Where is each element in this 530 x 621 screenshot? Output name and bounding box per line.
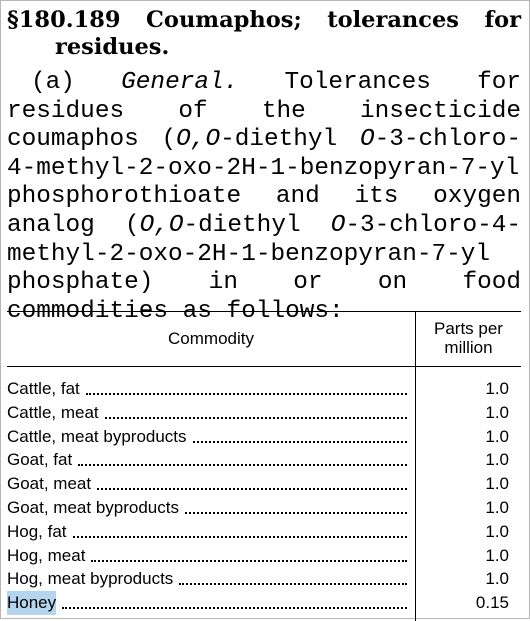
- ppm-value-cell[interactable]: 0.15: [475, 593, 509, 613]
- dot-leader: [78, 464, 407, 466]
- ppm-value-cell[interactable]: 1.0: [485, 474, 509, 494]
- commodity-cell[interactable]: Hog, fat: [7, 521, 67, 541]
- paragraph-label: (a): [31, 69, 75, 96]
- table-row: [7, 591, 521, 615]
- ppm-value-cell[interactable]: 1.0: [485, 379, 509, 398]
- paragraph-text: -diethyl: [183, 211, 331, 239]
- paragraph-heading: General.: [121, 69, 239, 96]
- commodity-cell[interactable]: Hog, meat: [7, 545, 86, 565]
- table-row: [7, 448, 521, 472]
- ppm-value-cell[interactable]: 1.0: [485, 545, 509, 565]
- dot-leader: [86, 393, 407, 395]
- paragraph-text: -3-chloro-4-methyl-2-oxo-2H-1-benzopyran-7-yl phosphate) in or on food commodities as follows:: [7, 211, 521, 325]
- commodity-cell[interactable]: Cattle, meat byproducts: [7, 426, 187, 446]
- regulation-document: [7, 7, 521, 326]
- column-header-parts-per-million: [416, 319, 521, 357]
- ppm-value-cell[interactable]: 1.0: [485, 569, 509, 589]
- paragraph-text: -diethyl: [220, 126, 360, 154]
- dot-leader: [91, 560, 407, 562]
- commodity-cell[interactable]: Cattle, fat: [7, 379, 80, 398]
- section-title: 180.189 Coumaphos; tolerances for residues.: [18, 7, 521, 60]
- commodity-cell[interactable]: Goat, meat: [7, 474, 92, 494]
- tolerance-paragraph: [7, 69, 521, 326]
- dot-leader: [73, 536, 407, 538]
- table-row: [7, 496, 521, 520]
- ppm-value-cell[interactable]: 1.0: [485, 450, 509, 470]
- commodity-cell[interactable]: Goat, meat byproducts: [7, 498, 179, 517]
- table-header-rule: [7, 366, 521, 367]
- dot-leader: [193, 441, 407, 443]
- commodity-cell[interactable]: Honey: [7, 591, 56, 615]
- table-row: [7, 377, 521, 401]
- paragraph-text: -3-chloro-4-methyl-2-oxo-2H-1-benzopyran-7-yl phosphorothioate and its oxygen analog (: [7, 126, 521, 239]
- table-row: [7, 401, 521, 425]
- ppm-value-cell[interactable]: 1.0: [485, 498, 509, 517]
- dot-leader: [62, 607, 407, 609]
- ppm-value-cell[interactable]: 1.0: [485, 521, 509, 541]
- table-row: [7, 472, 521, 496]
- ppm-value-cell[interactable]: 1.0: [485, 426, 509, 446]
- column-header-commodity: Commodity: [168, 329, 254, 348]
- section-symbol: §: [7, 7, 19, 33]
- paragraph-text-italic: O: [359, 126, 375, 154]
- paragraph-text-italic: O: [330, 211, 346, 239]
- dot-leader: [97, 488, 407, 490]
- paragraph-text-italic: O,O: [176, 126, 221, 154]
- paragraph-text: Tolerances for residues of the insecticide coumaphos (: [7, 69, 521, 154]
- table-row: [7, 544, 521, 568]
- table-row: [7, 520, 521, 544]
- dot-leader: [179, 583, 407, 585]
- paragraph-text-italic: O,O: [139, 211, 184, 239]
- section-heading: [7, 7, 521, 61]
- column-header-parts-line1: Parts per: [434, 319, 503, 338]
- dot-leader: [185, 512, 407, 514]
- commodity-cell[interactable]: Cattle, meat: [7, 402, 99, 422]
- table-row: [7, 425, 521, 449]
- table-row: [7, 567, 521, 591]
- dot-leader: [105, 417, 407, 419]
- commodity-cell[interactable]: Goat, fat: [7, 450, 73, 470]
- table-top-rule: [7, 311, 521, 312]
- ppm-value-cell[interactable]: 1.0: [485, 402, 509, 422]
- commodity-cell[interactable]: Hog, meat byproducts: [7, 569, 174, 589]
- column-header-parts-line2: million: [444, 338, 493, 357]
